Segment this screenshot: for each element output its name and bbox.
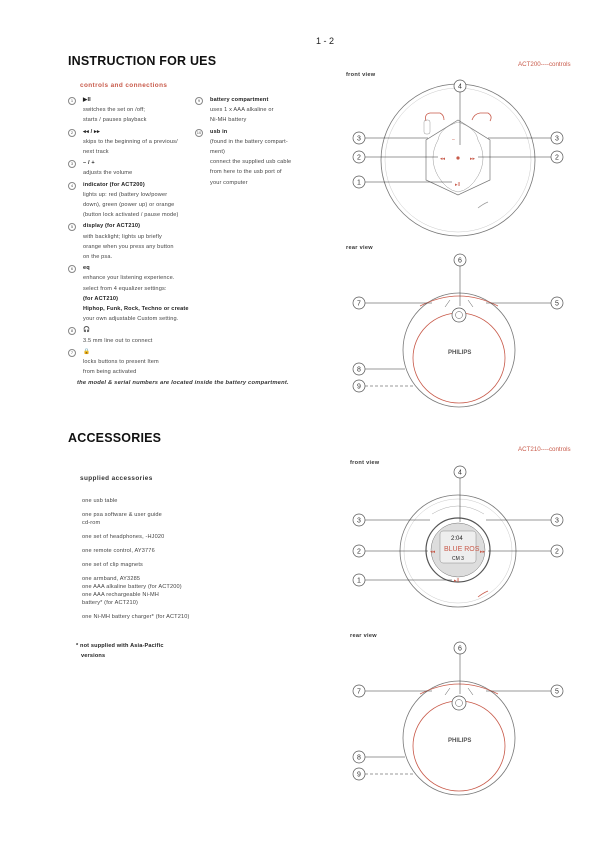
control-description: orange when you press any button [83, 243, 174, 250]
control-description: lights up: red (battery low/power [83, 191, 168, 198]
act210-controls-label: ACT210----controls [518, 446, 571, 453]
accessory-line: one Ni-MH battery charger* (for ACT210) [82, 614, 190, 620]
callout-number: 2 [357, 154, 361, 162]
accessory-line: cd-rom [82, 520, 101, 526]
control-description: skips to the beginning of a previous/ [83, 138, 178, 145]
control-description: ment) [210, 149, 226, 156]
control-description: from here to the usb port of [210, 169, 282, 176]
control-label: ▶II [83, 97, 91, 103]
control-label: ◂◂ / ▸▸ [83, 128, 100, 135]
callout-number: 3 [555, 517, 559, 525]
callout-number: 2 [357, 548, 361, 556]
accessory-line: one psa software & user guide [82, 512, 162, 518]
callout-number: 9 [357, 771, 361, 779]
control-description: starts / pauses playback [83, 117, 147, 124]
act210-front-view-label: front view [350, 460, 380, 466]
control-label: usb in [210, 128, 228, 135]
callout-number: 3 [357, 517, 361, 525]
act210-rear-diagram [365, 654, 551, 795]
control-number: 8 [68, 327, 76, 335]
callout-number: 1 [357, 577, 361, 585]
svg-text:–: – [452, 137, 455, 143]
svg-text:◂◂: ◂◂ [440, 156, 446, 162]
accessory-line: one AAA alkaline battery (for ACT200) [82, 584, 182, 590]
accessory-line: one set of clip magnets [82, 562, 143, 568]
control-description: next track [83, 149, 109, 156]
control-number: 9 [195, 97, 203, 105]
control-number: 7 [68, 349, 76, 357]
control-description: with backlight; lights up briefly [83, 233, 162, 240]
control-description: locks buttons to present Item [83, 359, 159, 366]
control-description: uses 1 x AAA alkaline or [210, 107, 274, 114]
display-time: 2:04 [451, 536, 463, 542]
act200-rear-brand: PHILIPS [448, 350, 472, 356]
accessory-line: one remote control, AY3776 [82, 548, 155, 554]
callout-number: 7 [357, 688, 361, 696]
serial-footnote: the model & serial numbers are located inside the battery compartment. [77, 380, 289, 386]
control-description: (button lock activated / pause mode) [83, 212, 179, 219]
control-label: indicator (for ACT200) [83, 181, 145, 188]
accessories-note-line: * not supplied with Asia-Pacific [76, 643, 164, 649]
callout-number: 9 [357, 383, 361, 391]
accessory-line: one AAA rechargeable Ni-MH [82, 592, 159, 598]
callout-number: 3 [357, 135, 361, 143]
callout-number: 7 [357, 300, 361, 308]
control-description: Ni-MH battery [210, 117, 247, 124]
accessories-subtitle: supplied accessories [80, 475, 153, 482]
act210-rear-brand: PHILIPS [448, 738, 472, 744]
callout-number: 8 [357, 366, 361, 374]
control-description: on the psa. [83, 254, 113, 261]
act200-controls-label: ACT200----controls [518, 61, 571, 68]
act210-front-diagram [365, 478, 551, 607]
page-number: 1 - 2 [316, 36, 335, 46]
control-description: select from 4 equalizer settings: [83, 285, 167, 292]
callout-number: 1 [357, 179, 361, 187]
callout-number: 2 [555, 154, 559, 162]
svg-text:▸II: ▸II [455, 182, 461, 188]
control-number: 6 [68, 265, 76, 273]
control-description: your computer [210, 179, 248, 186]
controls-subtitle: controls and connections [80, 82, 168, 89]
control-description: (for ACT210) [83, 295, 119, 302]
control-description: switches the set on /off; [83, 107, 146, 114]
svg-text:▸II: ▸II [454, 578, 460, 584]
control-label: eq [83, 265, 90, 272]
control-label: display (for ACT210) [83, 223, 141, 230]
control-label: 🔒 [83, 348, 91, 355]
act200-front-diagram [365, 84, 551, 236]
control-description: 3.5 mm line out to connect [83, 337, 153, 344]
callout-number: 2 [555, 548, 559, 556]
control-number: 2 [68, 129, 76, 137]
callout-number: 8 [357, 754, 361, 762]
callout-number: 5 [555, 300, 559, 308]
instruction-title: INSTRUCTION FOR UES [68, 54, 217, 68]
control-description: adjusts the volume [83, 170, 133, 177]
accessories-title: ACCESSORIES [68, 431, 162, 445]
act200-rear-diagram [365, 266, 551, 407]
callout-number: 6 [458, 257, 462, 265]
control-description: Hiphop, Funk, Rock, Techno or create [83, 306, 189, 313]
control-number: 4 [68, 182, 76, 190]
svg-text:◂◂: ◂◂ [430, 549, 436, 555]
control-description: your own adjustable Custom setting. [83, 316, 179, 323]
control-description: from being activated [83, 369, 137, 376]
callout-number: 3 [555, 135, 559, 143]
callout-number: 4 [458, 83, 462, 91]
control-description: enhance your listening experience. [83, 275, 175, 282]
display-track: BLUE ROS [444, 546, 480, 553]
control-description: down), green (power up) or orange [83, 202, 175, 209]
control-label: 🎧 [83, 327, 91, 334]
svg-text:▸▸: ▸▸ [470, 156, 476, 162]
act210-rear-view-label: rear view [350, 633, 377, 639]
callout-number: 4 [458, 469, 462, 477]
accessory-line: battery* (for ACT210) [82, 600, 139, 606]
accessory-line: one armband, AY3285 [82, 576, 141, 582]
accessory-line: one usb table [82, 498, 118, 504]
svg-text:▸▸: ▸▸ [480, 549, 486, 555]
control-number: 1 [68, 97, 76, 105]
display-mode: CM 3 [452, 556, 464, 562]
control-description: connect the supplied usb cable [210, 159, 292, 166]
control-number: 5 [68, 223, 76, 231]
control-description: (found in the battery compart- [210, 138, 288, 145]
control-label: battery compartment [210, 97, 269, 103]
accessory-line: one set of headphones, -HJ020 [82, 534, 165, 540]
act200-front-view-label: front view [346, 72, 376, 78]
callout-number: 6 [458, 645, 462, 653]
act200-rear-view-label: rear view [346, 245, 373, 251]
control-number: 3 [68, 160, 76, 168]
control-number: 10 [196, 129, 202, 135]
callout-number: 5 [555, 688, 559, 696]
accessories-note-line: versions [81, 653, 106, 660]
control-label: – / + [83, 160, 95, 167]
